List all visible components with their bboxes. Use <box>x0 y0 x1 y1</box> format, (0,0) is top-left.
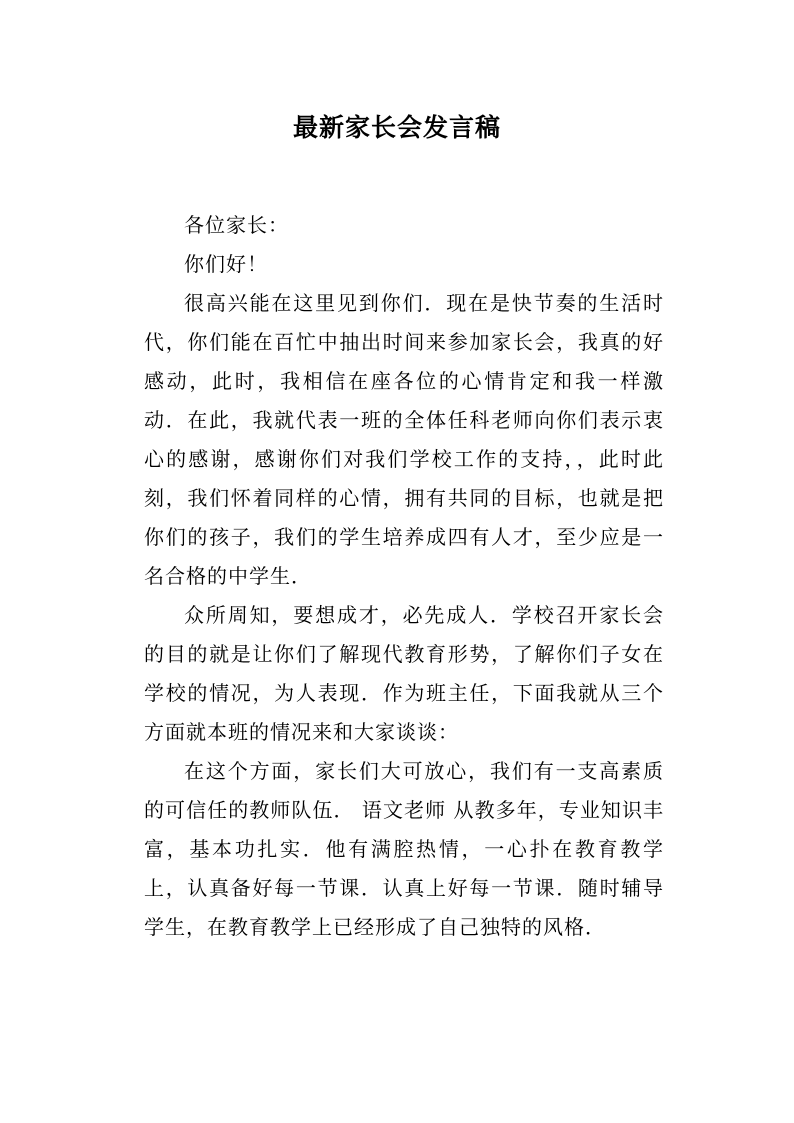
paragraph-welcome: 很高兴能在这里见到你们．现在是快节奏的生活时代，你们能在百忙中抽出时间来参加家长会，我真的好感动，此时，我相信在座各位的心情肯定和我一样激动．在此，我就代表一班的全体任科老师向你们表示衷心的感谢，感谢你们对我们学校工作的支持，，此时此刻，我们怀着同样的心情，拥有共同的目标，也就是把你们的孩子，我们的学生培养成四有人才，至少应是一名合格的中学生． <box>144 291 664 588</box>
document-body <box>144 206 664 947</box>
paragraph-teachers: 在这个方面，家长们大可放心，我们有一支高素质的可信任的教师队伍． 语文老师 从教多年，专业知识丰富，基本功扎实．他有满腔热情，一心扑在教育教学上，认真备好每一节课．认真上好每一节课．随时辅导学生，在教育教学上已经形成了自己独特的风格． <box>144 759 664 939</box>
paragraph-purpose: 众所周知，要想成才，必先成人．学校召开家长会的目的就是让你们了解现代教育形势，了解你们子女在学校的情况，为人表现．作为班主任，下面我就从三个方面就本班的情况来和大家谈谈： <box>144 603 664 744</box>
paragraph-hello: 你们好！ <box>184 252 268 276</box>
paragraph-greeting: 各位家长： <box>184 213 289 237</box>
document-title: 最新家长会发言稿 <box>292 113 501 142</box>
